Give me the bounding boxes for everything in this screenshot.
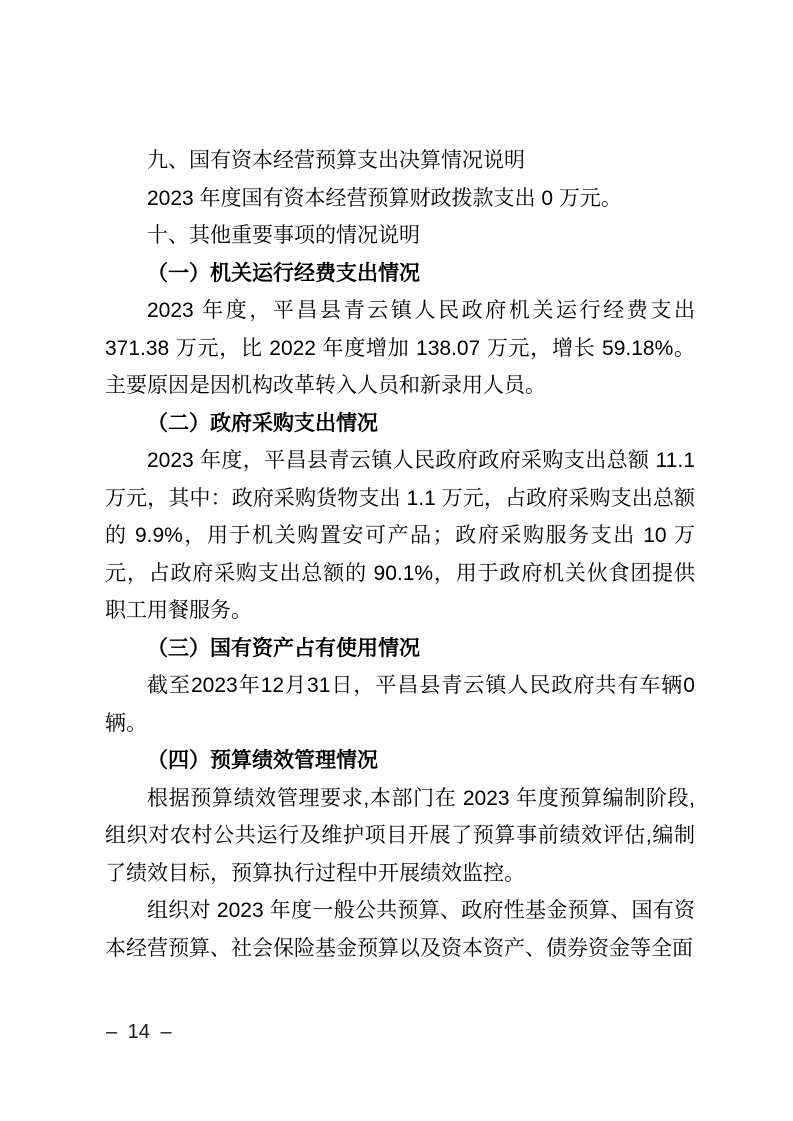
para-budget-performance: 根据预算绩效管理要求,本部门在 2023 年度预算编制阶段,组织对农村公共运行及维护项目开展了预算事前绩效评估,编制了绩效目标，预算执行过程中开展绩效监控。 <box>105 786 695 885</box>
para-state-capital-expenditure: 2023 年度国有资本经营预算财政拨款支出 0 万元。 <box>147 186 622 210</box>
para-state-assets-usage: 截至2023年12月31日，平昌县青云镇人民政府共有车辆0辆。 <box>105 674 695 735</box>
section-heading-ten: 十、其他重要事项的情况说明 <box>147 224 420 247</box>
page-number: – 14 – <box>106 1021 172 1043</box>
section-heading-nine: 九、国有资本经营预算支出决算情况说明 <box>147 149 525 172</box>
para-government-procurement: 2023 年度，平昌县青云镇人民政府政府采购支出总额 11.1 万元，其中：政府采购货物支出 1.1 万元，占政府采购支出总额的 9.9%，用于机关购置安可产品；政府采购服务支出 10 万元，占政府采购支出总额的 90.1%，用于政府机关伙食团提供职工用餐服务。 <box>105 449 695 622</box>
subheading-state-assets-usage: （三）国有资产占有使用情况 <box>147 636 420 660</box>
page-content <box>105 142 695 967</box>
subheading-agency-operating-expenses: （一）机关运行经费支出情况 <box>147 261 420 285</box>
subheading-government-procurement: （二）政府采购支出情况 <box>147 411 378 435</box>
para-agency-operating-expenses: 2023 年度，平昌县青云镇人民政府机关运行经费支出 371.38 万元，比 2022 年度增加 138.07 万元，增长 59.18%。主要原因是因机构改革转入人员和新录用人员。 <box>105 299 695 397</box>
para-comprehensive-review: 组织对 2023 年度一般公共预算、政府性基金预算、国有资本经营预算、社会保险基金预算以及资本资产、债券资金等全面 <box>105 899 695 960</box>
subheading-budget-performance: （四）预算绩效管理情况 <box>147 749 378 772</box>
